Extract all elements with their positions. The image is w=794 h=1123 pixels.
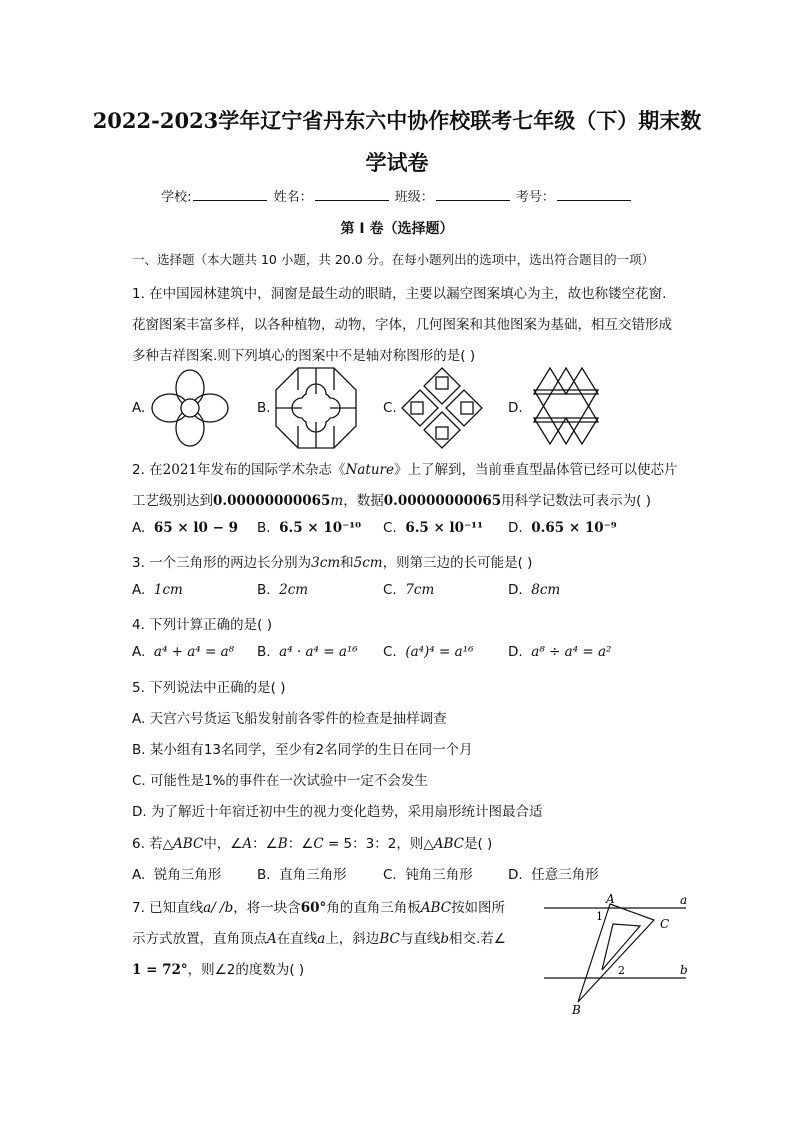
q6-option-a-label: A. (132, 867, 146, 883)
exam-title (90, 100, 704, 184)
q5-option-d[interactable]: D. 为了解近十年宿迁初中生的视力变化趋势，采用扇形统计图最合适 (132, 804, 543, 820)
q6-option-d-text: 任意三角形 (531, 867, 599, 883)
q6-option-a-text: 锐角三角形 (153, 867, 222, 883)
q6-option-d[interactable] (508, 863, 599, 883)
q7-segment-bc: BC (379, 931, 400, 947)
q2-option-a-label: A. (132, 520, 146, 536)
q2-line-2 (132, 489, 651, 509)
q3-option-a-text: 1cm (153, 582, 183, 598)
q2-journal: Nature (345, 462, 394, 478)
q6-option-c[interactable] (383, 863, 473, 883)
q2-value: 0.00000000065 (213, 493, 331, 509)
name-blank[interactable] (315, 188, 389, 201)
q3-option-c-label: C. (383, 582, 397, 598)
q7-angle-1: 1 = 72° (132, 962, 188, 978)
q1-line-1: 1. 在中国园林建筑中，洞窗是最生动的眼睛，主要以漏空图案填心为主，故也称镂空花窗. (132, 286, 667, 302)
exam-number-blank[interactable] (557, 188, 631, 201)
q7-line-a: a (317, 931, 326, 947)
q4-option-a[interactable] (132, 644, 234, 660)
q4-option-b[interactable] (257, 644, 358, 660)
q2-option-a[interactable] (132, 520, 238, 536)
q2-option-d-text: 0.65 × 10⁻⁹ (531, 520, 617, 536)
q4-option-d[interactable] (508, 644, 611, 660)
q3-text-a: 3. 一个三角形的两边长分别为 (132, 555, 312, 571)
q6-option-a[interactable] (132, 863, 221, 883)
q4-option-c-label: C. (383, 644, 397, 660)
q7-text-j: ，则∠2的度数为( ) (187, 962, 305, 978)
q7-fig-label-angle-1: 1 (596, 910, 603, 923)
q2-text-b: 年发布的国际学术杂志《 (197, 462, 346, 478)
diamond-knot-figure[interactable] (400, 366, 484, 450)
q3-option-a-label: A. (132, 582, 146, 598)
q2-option-d[interactable] (508, 520, 617, 536)
q2-text-e: ，数据 (343, 493, 384, 509)
q2-year: 2021 (162, 462, 198, 478)
q3-option-b-label: B. (257, 582, 271, 598)
q1-option-d-label[interactable]: D. (508, 400, 523, 416)
q7-point-a: A (267, 931, 277, 947)
q3-option-d-text: 8cm (531, 582, 561, 598)
q7-parallel: a/ /b (203, 900, 234, 916)
q6-text-a: 6. 若 (132, 836, 163, 852)
q3-side-2: 5cm (353, 555, 383, 571)
q6-angle-a: A (242, 836, 253, 852)
q4-option-c-text: (a⁴)⁴ = a¹⁶ (405, 644, 474, 660)
q4-option-d-label: D. (508, 644, 523, 660)
q7-text-a: 7. 已知直线 (132, 900, 204, 916)
q7-fig-label-angle-2: 2 (618, 964, 625, 977)
q3-text-b: 和 (340, 555, 354, 571)
q2-text-d: 工艺级别达到 (132, 493, 213, 509)
q2-option-b-label: B. (257, 520, 271, 536)
q7-line-2 (132, 927, 506, 947)
q4-option-a-label: A. (132, 644, 146, 660)
q5-option-a[interactable]: A. 天宫六号货运飞船发射前各零件的检查是抽样调查 (132, 711, 447, 727)
q4-option-c[interactable] (383, 644, 474, 660)
q2-option-c[interactable] (383, 520, 483, 536)
q3-option-c[interactable] (383, 582, 434, 598)
q7-text-b: ，将一块含 (233, 900, 301, 916)
q6-triangle-2: △ABC (423, 836, 464, 852)
section-title: 第 I 卷（选择题） (340, 221, 454, 237)
q6-text-f: 是( ) (463, 836, 493, 852)
q4-option-b-text: a⁴ · a⁴ = a¹⁶ (279, 644, 358, 660)
q1-option-a-label[interactable]: A. (132, 400, 146, 416)
q2-option-c-text: 6.5 × l0⁻¹¹ (405, 520, 483, 536)
q7-fig-label-b-point: B (572, 1003, 581, 1017)
q2-option-c-label: C. (383, 520, 397, 536)
q5-option-b[interactable]: B. 某小组有13名同学，至少有2名同学的生日在同一个月 (132, 742, 473, 758)
q2-option-b-text: 6.5 × 10⁻¹⁰ (279, 520, 362, 536)
name-label: 姓名： (273, 190, 313, 205)
q7-text-g: 上，斜边 (325, 931, 380, 947)
q7-triangle-figure[interactable] (540, 890, 700, 1020)
q1-option-b-label[interactable]: B. (257, 400, 271, 416)
q2-text-c: 》上了解到，当前垂直型晶体管已经可以使芯片 (393, 462, 678, 478)
q7-degree: 60° (300, 900, 327, 916)
q6-text-e: = 5：3：2，则 (323, 836, 424, 852)
q5-stem: 5. 下列说法中正确的是( ) (132, 680, 286, 696)
q7-text-i: 相交.若∠ (448, 931, 506, 947)
q1-option-c-label[interactable]: C. (383, 400, 397, 416)
title-line-1: 2022-2023学年辽宁省丹东六中协作校联考七年级（下）期末数 (92, 108, 702, 133)
q7-text-e: 示方式放置，直角顶点 (132, 931, 267, 947)
q2-option-b[interactable] (257, 520, 361, 536)
q6-text-d: ：∠ (287, 836, 314, 852)
q6-angle-c: C (313, 836, 324, 852)
q2-text-f: 用科学记数法可表示为( ) (501, 493, 651, 509)
q7-text-c: 角的直角三角板 (326, 900, 421, 916)
q2-unit: m (330, 493, 344, 509)
q2-option-a-text: 65 × l0 − 9 (153, 520, 239, 536)
q7-line-3 (132, 958, 304, 978)
flower-pattern-figure[interactable] (150, 368, 230, 448)
q6-triangle: △ABC (162, 836, 204, 852)
q3-option-d-label: D. (508, 582, 523, 598)
q7-text-h: 与直线 (399, 931, 441, 947)
q6-text-c: ：∠ (252, 836, 278, 852)
q6-option-b[interactable] (257, 863, 347, 883)
q4-option-b-label: B. (257, 644, 271, 660)
triangle-star-figure[interactable] (528, 366, 604, 446)
q6-option-c-label: C. (383, 867, 397, 883)
q3-option-b-text: 2cm (279, 582, 309, 598)
q1-line-2: 花窗图案丰富多样，以各种植物，动物，字体，几何图案和其他图案为基础，相互交错形成 (132, 317, 672, 333)
q3-text-c: ，则第三边的长可能是( ) (382, 555, 533, 571)
q6-option-c-text: 钝角三角形 (405, 867, 473, 883)
q6-stem (132, 832, 492, 852)
part1-heading: 一、选择题（本大题共 10 小题，共 20.0 分。在每小题列出的选项中，选出符合题目的一项） (132, 252, 655, 267)
q6-angle-b: B (277, 836, 288, 852)
q4-option-a-text: a⁴ + a⁴ = a⁸ (153, 644, 235, 660)
q3-option-c-text: 7cm (405, 582, 435, 598)
q7-line-1 (132, 896, 505, 916)
q6-option-b-label: B. (257, 867, 271, 883)
q3-option-d[interactable] (508, 582, 560, 598)
school-label: 学校: (161, 190, 192, 205)
q2-option-d-label: D. (508, 520, 523, 536)
q2-value-2: 0.00000000065 (383, 493, 502, 509)
q3-stem (132, 551, 532, 571)
class-label: 班级： (394, 190, 434, 205)
q6-option-d-label: D. (508, 867, 523, 883)
exam-number-label: 考号： (515, 190, 555, 205)
class-blank[interactable] (436, 188, 510, 201)
q3-option-b[interactable] (257, 582, 308, 598)
title-line-2: 学试卷 (365, 150, 429, 175)
q2-text-a: 2. 在 (132, 462, 163, 478)
q7-abc: ABC (420, 900, 452, 916)
q5-option-c[interactable]: C. 可能性是1%的事件在一次试验中一定不会发生 (132, 773, 428, 789)
q3-side-1: 3cm (311, 555, 341, 571)
q4-stem: 4. 下列计算正确的是( ) (132, 617, 272, 633)
q4-option-d-text: a⁸ ÷ a⁴ = a² (531, 644, 612, 660)
q7-fig-label-line-b: b (680, 963, 688, 977)
q7-text-d: 按如图所 (451, 900, 506, 916)
octagon-window-figure[interactable] (274, 366, 358, 450)
q2-line-1 (132, 458, 677, 478)
q7-fig-label-a-point: A (606, 892, 615, 906)
q6-option-b-text: 直角三角形 (279, 867, 347, 883)
q7-text-f: 在直线 (276, 931, 318, 947)
q1-line-3: 多种吉祥图案.则下列填心的图案中不是轴对称图形的是( ) (132, 348, 476, 364)
student-info-row (0, 186, 794, 205)
q7-line-b: b (440, 931, 449, 947)
q6-text-b: 中，∠ (203, 836, 243, 852)
school-blank[interactable] (193, 188, 267, 201)
q7-fig-label-line-a: a (680, 893, 688, 907)
q7-fig-label-c-point: C (660, 917, 670, 931)
q3-option-a[interactable] (132, 582, 183, 598)
